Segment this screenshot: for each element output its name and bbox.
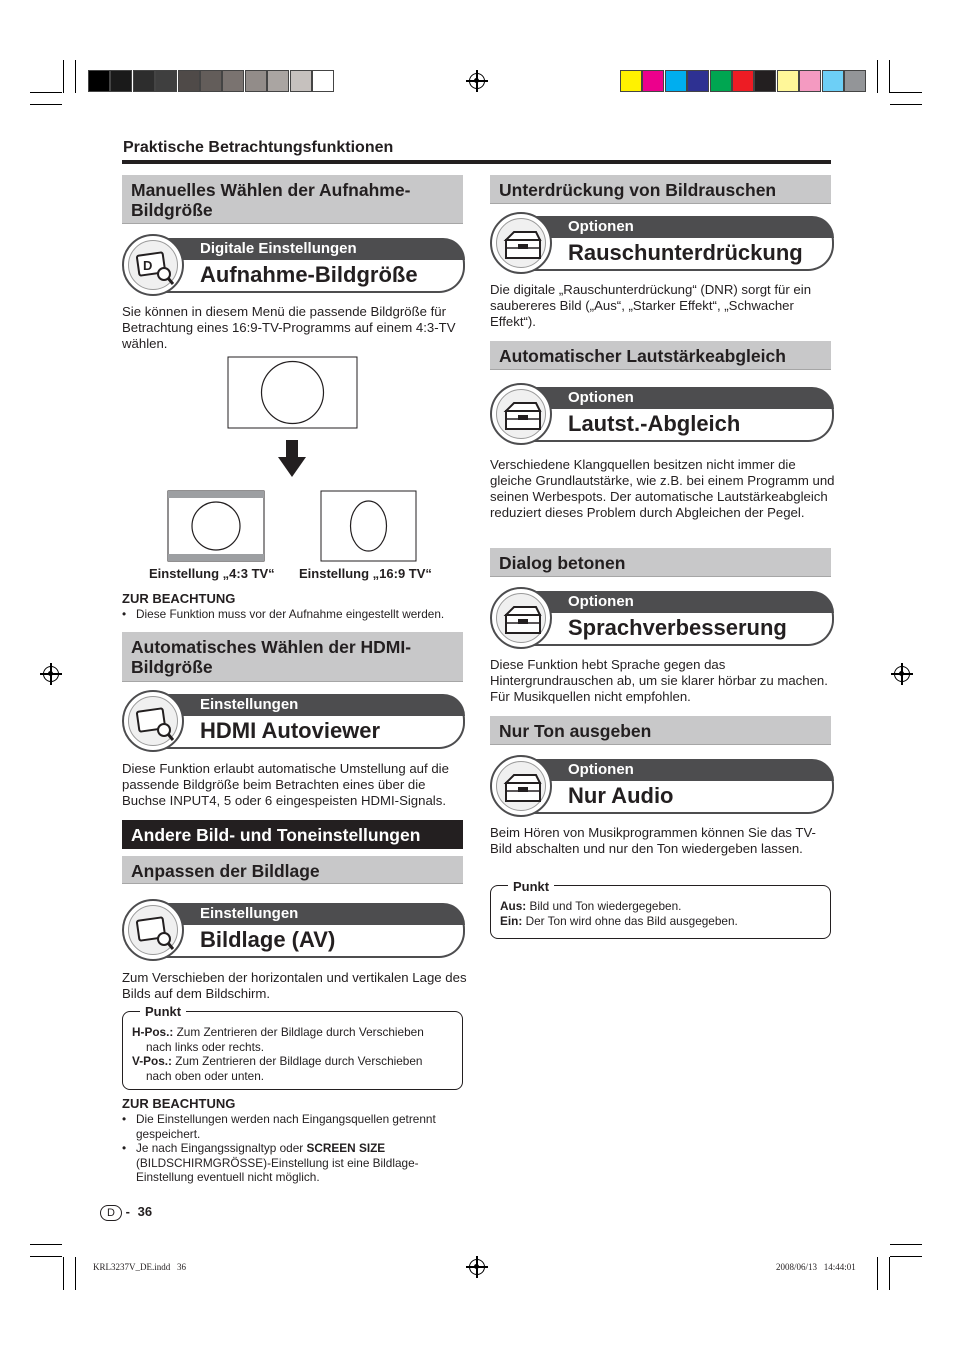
menu-category: Einstellungen — [200, 905, 299, 922]
color-swatch — [200, 70, 222, 92]
note-item: • Diese Funktion muss vor der Aufnahme eingestellt werden. — [122, 607, 445, 621]
color-swatch — [88, 70, 110, 92]
section-title-hdmi-bildgroesse: Automatisches Wählen der HDMI- Bildgröße — [122, 632, 463, 682]
footer-date: 2008/06/13 14:44:01 — [776, 1262, 856, 1272]
color-swatch — [245, 70, 267, 92]
punkt-label: Punkt — [140, 1004, 186, 1019]
color-swatch — [665, 70, 687, 92]
menu-category: Optionen — [568, 218, 634, 235]
menu-title: Bildlage (AV) — [200, 927, 336, 952]
color-swatch — [777, 70, 799, 92]
menu-category: Einstellungen — [200, 696, 299, 713]
color-swatch — [844, 70, 866, 92]
color-swatch — [754, 70, 776, 92]
options-toolbox-icon — [490, 755, 552, 817]
settings-icon — [122, 899, 184, 961]
punkt-item: Ein: Der Ton wird ohne das Bild ausgegeben. — [500, 914, 738, 928]
heading-rule — [122, 160, 831, 164]
punkt-item: Aus: Bild und Ton wiedergegeben. — [500, 899, 682, 913]
page-heading: Praktische Betrachtungsfunktionen — [123, 139, 394, 156]
menu-title: Lautst.-Abgleich — [568, 411, 741, 436]
color-swatch — [178, 70, 200, 92]
color-swatch — [290, 70, 312, 92]
menu-title: Aufnahme-Bildgröße — [200, 262, 418, 287]
note-heading: ZUR BEACHTUNG — [122, 1096, 236, 1111]
paragraph: Diese Funktion hebt Sprache gegen das Hintergrundrauschen ab, um sie klarer hörbar zu machen. Für Musikquellen nicht empfohlen. — [490, 657, 828, 704]
color-swatch — [155, 70, 177, 92]
section-title-nur-ton: Nur Ton ausgeben — [490, 716, 831, 745]
color-swatch — [799, 70, 821, 92]
registration-mark-icon — [469, 1259, 485, 1275]
paragraph: Verschiedene Klangquellen besitzen nicht immer die gleiche Grundlautstärke, wie z.B. bei einem Programm und seinen Werbespots. Der automatische Lautstärkeabgleich reduziert dieses Problem durch Abgleichen der Pegel. — [490, 457, 835, 520]
punkt-item: H-Pos.: Zum Zentrieren der Bildlage durch Verschieben nach links oder rechts. — [132, 1025, 424, 1054]
section-title-lautstaerkeabgleich: Automatischer Lautstärkeabgleich — [490, 341, 831, 370]
paragraph: Beim Hören von Musikprogrammen können Sie das TV-Bild abschalten und nur den Ton wiedergeben lassen. — [490, 825, 816, 856]
section-title-dialog-betonen: Dialog betonen — [490, 548, 831, 577]
menu-category: Digitale Einstellungen — [200, 240, 357, 257]
color-swatch — [732, 70, 754, 92]
section-title-bildrauschen: Unterdrückung von Bildrauschen — [490, 175, 831, 204]
section-title-bildlage: Anpassen der Bildlage — [122, 856, 463, 884]
digital-settings-icon — [122, 234, 184, 296]
menu-rauschunterdrueckung[interactable] — [490, 212, 834, 274]
menu-aufnahme-bildgroesse[interactable] — [122, 234, 465, 296]
arrow-down-icon — [278, 440, 306, 478]
color-swatch — [222, 70, 244, 92]
paragraph: Diese Funktion erlaubt automatische Umstellung auf die passende Bildgröße beim Betrachten eines über die Buchse INPUT4, 5 oder 6 eingespeisten HDMI-Signals. — [122, 761, 449, 808]
registration-mark-icon — [469, 73, 485, 89]
color-swatch — [620, 70, 642, 92]
squeeze-169-frame — [320, 490, 418, 563]
color-swatch — [133, 70, 155, 92]
page-number: D - 36 — [100, 1204, 152, 1221]
caption-43: Einstellung „4:3 TV“ — [149, 566, 275, 581]
punkt-label: Punkt — [508, 879, 554, 894]
paragraph: Die digitale „Rauschunterdrückung“ (DNR) sorgt für ein saubereres Bild („Aus“, „Starker Effekt“, „Schwacher Effekt“). — [490, 282, 812, 329]
menu-title: Nur Audio — [568, 783, 674, 808]
paragraph: Zum Verschieben der horizontalen und vertikalen Lage des Bilds auf dem Bildschirm. — [122, 970, 467, 1001]
menu-title: Rauschunterdrückung — [568, 240, 803, 265]
color-swatch — [642, 70, 664, 92]
options-toolbox-icon — [490, 212, 552, 274]
menu-category: Optionen — [568, 761, 634, 778]
language-badge: D — [100, 1205, 122, 1221]
color-swatch — [267, 70, 289, 92]
menu-category: Optionen — [568, 593, 634, 610]
svg-text:D: D — [143, 258, 153, 273]
note-item: • Die Einstellungen werden nach Eingangsquellen getrennt gespeichert. — [122, 1112, 436, 1141]
color-swatch — [687, 70, 709, 92]
note-heading: ZUR BEACHTUNG — [122, 591, 236, 606]
registration-mark-icon — [43, 666, 59, 682]
settings-icon — [122, 690, 184, 752]
widescreen-frame — [227, 356, 359, 430]
punkt-item: V-Pos.: Zum Zentrieren der Bildlage durch Verschieben nach oben oder unten. — [132, 1054, 423, 1083]
menu-nur-audio[interactable] — [490, 755, 834, 817]
caption-169: Einstellung „16:9 TV“ — [299, 566, 432, 581]
menu-title: HDMI Autoviewer — [200, 718, 381, 743]
color-swatch — [110, 70, 132, 92]
menu-hdmi-autoviewer[interactable] — [122, 690, 465, 752]
menu-bildlage-av[interactable] — [122, 899, 465, 961]
registration-mark-icon — [894, 666, 910, 682]
color-swatch — [312, 70, 334, 92]
menu-sprachverbesserung[interactable] — [490, 587, 834, 649]
options-toolbox-icon — [490, 383, 552, 445]
options-toolbox-icon — [490, 587, 552, 649]
menu-category: Optionen — [568, 389, 634, 406]
footer-file: KRL3237V_DE.indd 36 — [93, 1262, 186, 1272]
section-title-aufnahme-bildgroesse: Manuelles Wählen der Aufnahme- Bildgröße — [122, 175, 463, 224]
note-item: • Je nach Eingangssignaltyp oder SCREEN SIZE (BILDSCHIRMGRÖSSE)-Einstellung ist eine Bildlage-Einstellung eventuell nicht möglich. — [122, 1141, 419, 1184]
section-title-andere-einstellungen: Andere Bild- und Toneinstellungen — [122, 820, 463, 849]
color-swatch — [822, 70, 844, 92]
menu-title: Sprachverbesserung — [568, 615, 787, 640]
letterbox-43-frame — [167, 490, 266, 563]
paragraph: Sie können in diesem Menü die passende Bildgröße für Betrachtung eines 16:9-TV-Programms auf einem 4:3-TV wählen. — [122, 304, 456, 351]
menu-lautst-abgleich[interactable] — [490, 383, 834, 445]
color-swatch — [710, 70, 732, 92]
